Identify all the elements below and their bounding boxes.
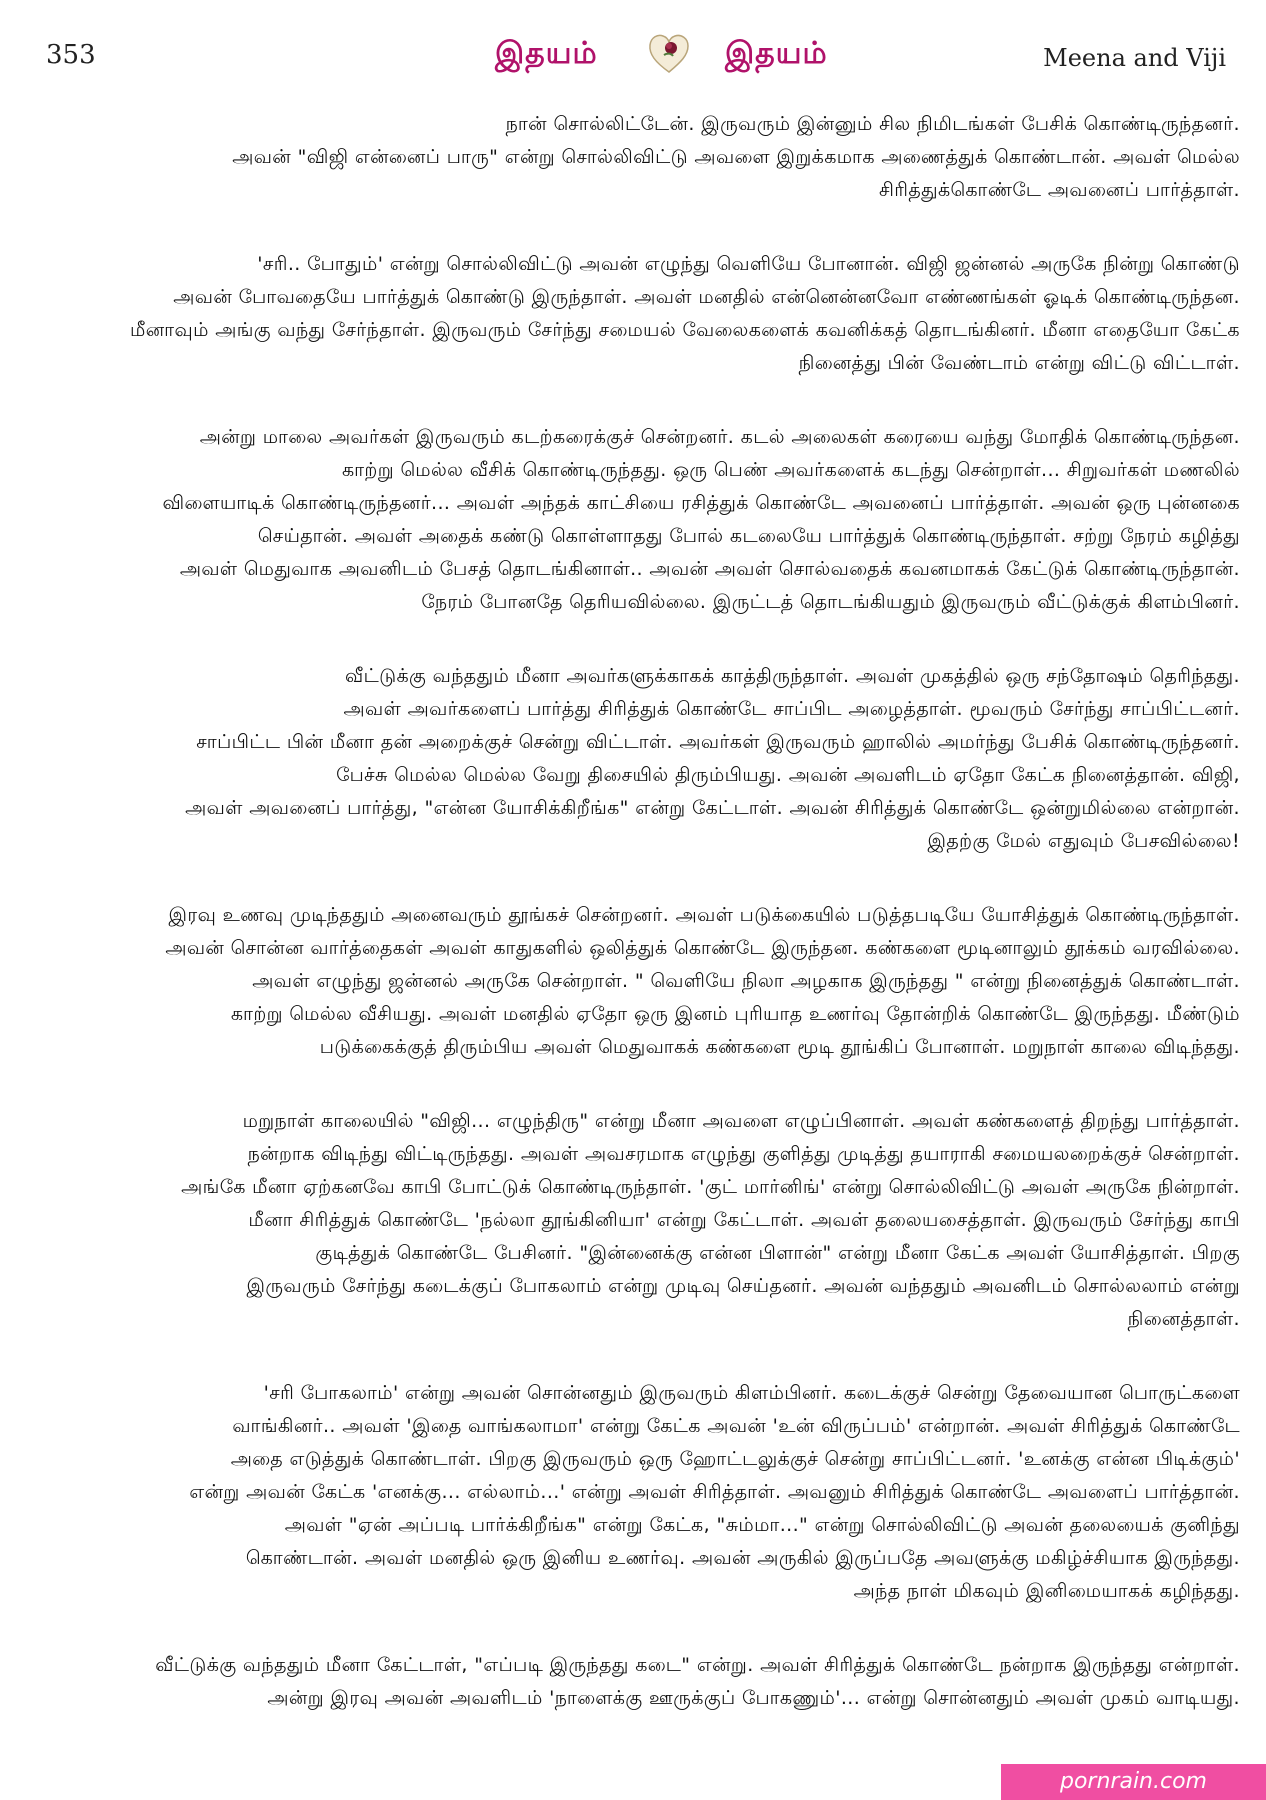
paragraph xyxy=(80,1649,1240,1715)
text-line: செய்தான். அவள் அதைக் கண்டு கொள்ளாதது போல் கடலையே பார்த்துக் கொண்டிருந்தாள். சற்று நேரம் கழித்து xyxy=(257,525,1240,547)
text-line: நினைத்து பின் வேண்டாம் என்று விட்டு விட்டாள். xyxy=(798,352,1240,374)
text-line: இதற்கு மேல் எதுவும் பேசவில்லை! xyxy=(927,830,1240,852)
text-line: மீனாவும் அங்கு வந்து சேர்ந்தாள். இருவரும் சேர்ந்து சமையல் வேலைகளைக் கவனிக்கத் தொடங்கினர். மீனா எதையோ கேட்க xyxy=(130,319,1240,341)
text-line: காற்று மெல்ல வீசிக் கொண்டிருந்தது. ஒரு பெண் அவர்களைக் கடந்து சென்றாள்... சிறுவர்கள் மணலில் xyxy=(341,459,1240,481)
paragraph xyxy=(80,899,1240,1064)
text-line: அவன் "விஜி என்னைப் பாரு" என்று சொல்லிவிட்டு அவளை இறுக்கமாக அணைத்துக் கொண்டான். அவள் மெல்ல xyxy=(232,146,1240,168)
text-line: அதை எடுத்துக் கொண்டாள். பிறகு இருவரும் ஒரு ஹோட்டலுக்குச் சென்று சாப்பிட்டனர். 'உனக்கு என்ன பிடிக்கும்' xyxy=(230,1448,1240,1470)
text-line: அவள் "ஏன் அப்படி பார்க்கிறீங்க" என்று கேட்க, "சும்மா..." என்று சொல்லிவிட்டு அவன் தலையைக் குனிந்து xyxy=(284,1514,1240,1536)
text-line: இருவரும் சேர்ந்து கடைக்குப் போகலாம் என்று முடிவு செய்தனர். அவன் வந்ததும் அவனிடம் சொல்லலாம் என்று xyxy=(246,1275,1240,1297)
text-line: அன்று மாலை அவர்கள் இருவரும் கடற்கரைக்குச் சென்றனர். கடல் அலைகள் கரையை வந்து மோதிக் கொண்டிருந்தன. xyxy=(199,426,1240,448)
text-line: வீட்டுக்கு வந்ததும் மீனா கேட்டாள், "எப்படி இருந்தது கடை" என்று. அவள் சிரித்துக் கொண்டே நன்றாக இருந்தது என்றாள். xyxy=(155,1654,1240,1676)
heart-emblem-icon xyxy=(645,28,693,76)
text-line: குடித்துக் கொண்டே பேசினர். "இன்னைக்கு என்ன பிளான்" என்று மீனா கேட்க அவள் யோசித்தாள். பிறகு xyxy=(315,1242,1240,1264)
paragraph xyxy=(80,421,1240,619)
text-line: காற்று மெல்ல வீசியது. அவள் மனதில் ஏதோ ஒரு இனம் புரியாத உணர்வு தோன்றிக் கொண்டே இருந்தது. மீண்டும் xyxy=(230,1003,1240,1025)
text-line: நினைத்தாள். xyxy=(1127,1308,1240,1330)
text-line: அவள் அவர்களைப் பார்த்து சிரித்துக் கொண்டே சாப்பிட அழைத்தாள். மூவரும் சேர்ந்து சாப்பிட்டனர். xyxy=(343,698,1240,720)
page-number: 353 xyxy=(46,40,96,70)
paragraph xyxy=(80,108,1240,207)
text-line: சாப்பிட்ட பின் மீனா தன் அறைக்குச் சென்று விட்டாள். அவர்கள் இருவரும் ஹாலில் அமர்ந்து பேசிக் கொண்டிருந்தனர். xyxy=(196,731,1240,753)
text-line: அவன் போவதையே பார்த்துக் கொண்டு இருந்தாள். அவள் மனதில் என்னென்னவோ எண்ணங்கள் ஓடிக் கொண்டிருந்தன. xyxy=(173,286,1240,308)
text-line: அவள் மெதுவாக அவனிடம் பேசத் தொடங்கினாள்.. அவன் அவள் சொல்வதைக் கவனமாகக் கேட்டுக் கொண்டிருந்தான். xyxy=(179,558,1240,580)
text-line: கொண்டான். அவள் மனதில் ஒரு இனிய உணர்வு. அவன் அருகில் இருப்பதே அவளுக்கு மகிழ்ச்சியாக இருந்தது. xyxy=(245,1547,1240,1569)
text-line: அன்று இரவு அவன் அவளிடம் 'நாளைக்கு ஊருக்குப் போகணும்'... என்று சொன்னதும் அவள் முகம் வாடியது. xyxy=(267,1687,1240,1709)
text-line: நேரம் போனதே தெரியவில்லை. இருட்டத் தொடங்கியதும் இருவரும் வீட்டுக்குக் கிளம்பினர். xyxy=(421,591,1240,613)
paragraph xyxy=(80,1105,1240,1336)
header-word-right: இதயம் xyxy=(725,36,828,71)
header-word-left: இதயம் xyxy=(495,36,598,71)
text-line: நான் சொல்லிட்டேன். இருவரும் இன்னும் சில நிமிடங்கள் பேசிக் கொண்டிருந்தனர். xyxy=(505,113,1240,135)
text-line: விளையாடிக் கொண்டிருந்தனர்... அவள் அந்தக் காட்சியை ரசித்துக் கொண்டே அவனைப் பார்த்தாள். அவன் ஒரு புன்னகை xyxy=(162,492,1240,514)
text-line: அந்த நாள் மிகவும் இனிமையாகக் கழிந்தது. xyxy=(853,1580,1240,1602)
text-line: இரவு உணவு முடிந்ததும் அனைவரும் தூங்கச் சென்றனர். அவள் படுக்கையில் படுத்தபடியே யோசித்துக் கொண்டிருந்தாள். xyxy=(168,904,1240,926)
story-body xyxy=(80,108,1240,1756)
text-line: மீனா சிரித்துக் கொண்டே 'நல்லா தூங்கினியா' என்று கேட்டாள். அவள் தலையசைத்தாள். இருவரும் சேர்ந்து காபி xyxy=(248,1209,1240,1231)
paragraph xyxy=(80,248,1240,380)
paragraph xyxy=(80,1377,1240,1608)
header-title: Meena and Viji xyxy=(1043,44,1226,72)
text-line: பேச்சு மெல்ல மெல்ல வேறு திசையில் திரும்பியது. அவன் அவளிடம் ஏதோ கேட்க நினைத்தான். விஜி, xyxy=(336,764,1240,786)
text-line: அவள் எழுந்து ஜன்னல் அருகே சென்றாள். " வெளியே நிலா அழகாக இருந்தது " என்று நினைத்துக் கொண்டாள். xyxy=(252,970,1240,992)
text-line: 'சரி போகலாம்' என்று அவன் சொன்னதும் இருவரும் கிளம்பினர். கடைக்குச் சென்று தேவையான பொருட்களை xyxy=(263,1382,1240,1404)
text-line: வீட்டுக்கு வந்ததும் மீனா அவர்களுக்காகக் காத்திருந்தாள். அவள் முகத்தில் ஒரு சந்தோஷம் தெரிந்தது. xyxy=(344,665,1240,687)
watermark-link[interactable]: pornrain.com xyxy=(1001,1764,1266,1800)
text-line: நன்றாக விடிந்து விட்டிருந்தது. அவள் அவசரமாக எழுந்து குளித்து முடித்து தயாராகி சமையலறைக்குச் சென்றாள். xyxy=(247,1143,1240,1165)
text-line: படுக்கைக்குத் திரும்பிய அவள் மெதுவாகக் கண்களை மூடி தூங்கிப் போனாள். மறுநாள் காலை விடிந்தது. xyxy=(319,1036,1240,1058)
text-line: என்று அவன் கேட்க 'எனக்கு... எல்லாம்...' என்று அவள் சிரித்தாள். அவனும் சிரித்துக் கொண்டே அவளைப் பார்த்தான். xyxy=(189,1481,1240,1503)
text-line: அங்கே மீனா ஏற்கனவே காபி போட்டுக் கொண்டிருந்தாள். 'குட் மார்னிங்' என்று சொல்லிவிட்டு அவள் அருகே நின்றாள். xyxy=(181,1176,1240,1198)
text-line: 'சரி.. போதும்' என்று சொல்லிவிட்டு அவன் எழுந்து வெளியே போனான். விஜி ஜன்னல் அருகே நின்று கொண்டு xyxy=(257,253,1240,275)
text-line: மறுநாள் காலையில் "விஜி... எழுந்திரு" என்று மீனா அவளை எழுப்பினாள். அவள் கண்களைத் திறந்து பார்த்தாள். xyxy=(242,1110,1240,1132)
text-line: சிரித்துக்கொண்டே அவனைப் பார்த்தாள். xyxy=(879,179,1240,201)
text-line: அவன் சொன்ன வார்த்தைகள் அவள் காதுகளில் ஒலித்துக் கொண்டே இருந்தன. கண்களை மூடினாலும் தூக்கம் வரவில்லை. xyxy=(165,937,1240,959)
text-line: வாங்கினர்.. அவள் 'இதை வாங்கலாமா' என்று கேட்க அவன் 'உன் விருப்பம்' என்றான். அவள் சிரித்துக் கொண்டே xyxy=(232,1415,1240,1437)
text-line: அவள் அவனைப் பார்த்து, "என்ன யோசிக்கிறீங்க" என்று கேட்டாள். அவன் சிரித்துக் கொண்டே ஒன்றுமில்லை என்றான். xyxy=(185,797,1240,819)
paragraph xyxy=(80,660,1240,858)
